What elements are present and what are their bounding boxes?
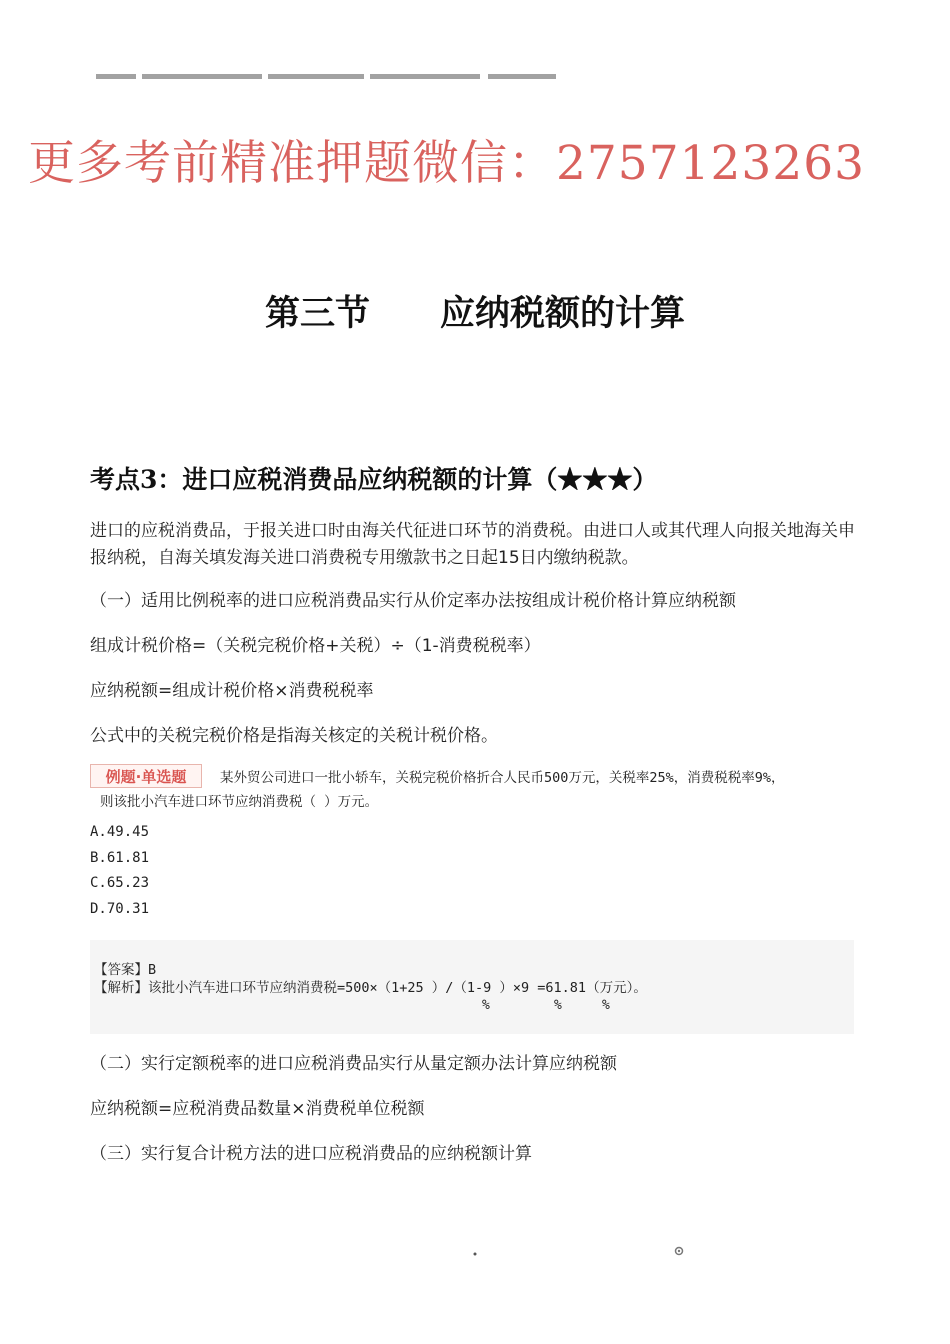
point-title: 考点3：进口应税消费品应纳税额的计算（★★★） [90, 465, 658, 494]
answer-line: 【答案】B [94, 962, 157, 978]
section-title: 第三节 应纳税额的计算 [264, 293, 685, 334]
percent-sign: % [602, 998, 610, 1013]
option-c[interactable]: C.65.23 [90, 875, 150, 891]
intro-paragraph: 进口的应税消费品，于报关进口时由海关代征进口环节的消费税。由进口人或其代理人向报关地海关申报纳税，自海关填发海关进口消费税专用缴款书之日起15日内缴纳税款。 [90, 521, 855, 568]
option-a[interactable]: A.49.45 [90, 824, 150, 840]
item-one-heading: （一）适用比例税率的进口应税消费品实行从价定率办法按组成计税价格计算应纳税额 [90, 591, 736, 611]
page-mark-icon [674, 1246, 684, 1256]
question-line-1: 某外贸公司进口一批小轿车，关税完税价格折合人民币500万元，关税率25%，消费税税率9%， [220, 770, 785, 786]
percent-sign: % [554, 998, 562, 1013]
example-question [100, 766, 870, 814]
formula-tax-amount: 应纳税额=组成计税价格×消费税税率 [90, 681, 374, 701]
formula-composite-price: 组成计税价格=（关税完税价格+关税）÷（1-消费税税率） [90, 636, 541, 656]
item-three-heading: （三）实行复合计税方法的进口应税消费品的应纳税额计算 [90, 1144, 532, 1164]
page-mark-icon [470, 1246, 480, 1256]
question-line-2: 则该批小汽车进口环节应纳消费税（ ）万元。 [100, 794, 379, 810]
answer-box [90, 940, 854, 1034]
item-two-heading: （二）实行定额税率的进口应税消费品实行从量定额办法计算应纳税额 [90, 1054, 617, 1074]
watermark-text: 更多考前精准押题微信：2757123263 [28, 136, 866, 191]
header-garbled-text [96, 72, 556, 82]
options-list [90, 820, 149, 922]
percent-sign: % [482, 998, 490, 1013]
analysis-line: 【解析】该批小汽车进口环节应纳消费税=500×（1+25 ）/（1-9 ）×9 =61.81（万元）。 [94, 980, 647, 996]
option-d[interactable]: D.70.31 [90, 900, 150, 917]
option-b[interactable]: B.61.81 [90, 849, 150, 866]
note-paragraph: 公式中的关税完税价格是指海关核定的关税计税价格。 [90, 726, 498, 746]
formula-specific-tax: 应纳税额=应税消费品数量×消费税单位税额 [90, 1099, 425, 1119]
example-badge: 例题·单选题 [90, 764, 202, 788]
